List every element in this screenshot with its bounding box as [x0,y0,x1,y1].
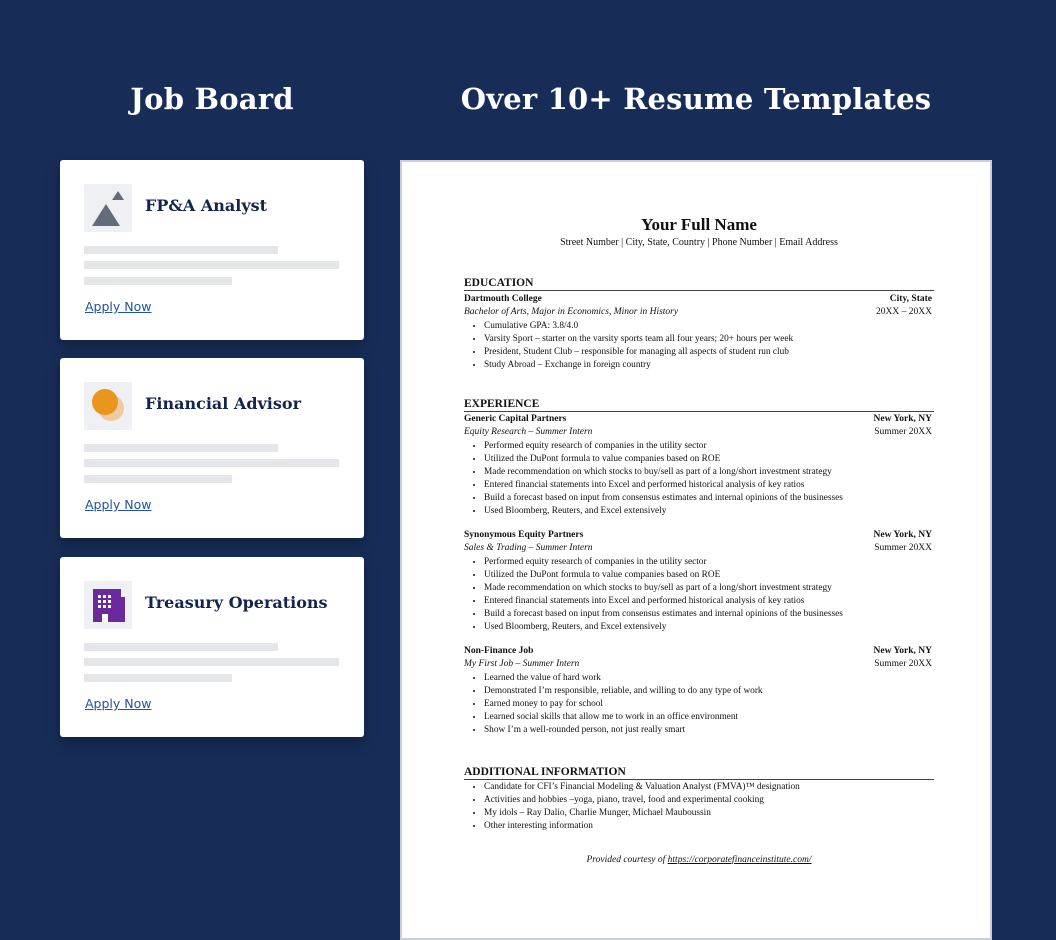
section-experience-title: EXPERIENCE [464,397,934,412]
job-title: Treasury Operations [145,593,328,612]
resume-address: Street Number | City, State, Country | Phone Number | Email Address [560,237,838,248]
list-item: • Show I’m a well-rounded person, not just really smart [484,724,944,737]
list-item: • My idols – Ray Dalio, Charlie Munger, Michael Mauboussin [484,807,944,820]
list-item: • Entered financial statements into Excel and performed historical analysis of key ratios [484,479,944,492]
education-dates: 20XX – 20XX [876,307,932,317]
footer-link[interactable]: https://corporatefinanceinstitute.com/ [667,855,812,865]
list-item: • Activities and hobbies –yoga, piano, travel, food and experimental cooking [484,794,944,807]
apply-now-link[interactable]: Apply Now [85,299,152,314]
list-item: • Build a forecast based on input from consensus estimates and internal opinions of the businesses [484,608,944,621]
company-name: Synonymous Equity Partners [464,530,584,540]
list-item: • Used Bloomberg, Reuters, and Excel extensively [484,505,944,518]
role-dates: Summer 20XX [874,427,932,437]
role: Equity Research – Summer Intern [464,427,593,437]
description-placeholder [84,658,339,666]
degree: Bachelor of Arts, Major in Economics, Minor in History [464,307,679,317]
company-name: Generic Capital Partners [464,414,567,424]
list-item: • Other interesting information [484,820,944,833]
job-card-fpa-analyst[interactable] [60,160,364,340]
job-board-heading: Job Board [130,82,294,116]
resume-templates-heading: Over 10+ Resume Templates [460,82,932,116]
list-item: • President, Student Club – responsible for managing all aspects of student run club [484,346,944,359]
job-card-financial-advisor[interactable] [60,358,364,538]
description-placeholder [84,246,278,254]
list-item: • Candidate for CFI’s Financial Modeling & Valuation Analyst (FMVA)™ designation [484,781,944,794]
company-name: Non-Finance Job [464,646,534,656]
list-item: • Build a forecast based on input from consensus estimates and internal opinions of the businesses [484,492,944,505]
job-title: Financial Advisor [145,394,301,413]
list-item: • Study Abroad – Exchange in foreign country [484,359,944,372]
coins-icon [84,382,132,430]
resume-footer [464,855,934,865]
list-item: • Demonstrated I’m responsible, reliable, and willing to do any type of work [484,685,944,698]
company-location: New York, NY [873,646,932,656]
role-dates: Summer 20XX [874,659,932,669]
description-placeholder [84,277,232,285]
list-item: • Cumulative GPA: 3.8/4.0 [484,320,944,333]
list-item: • Performed equity research of companies in the utility sector [484,556,944,569]
role: Sales & Trading – Summer Intern [464,543,593,553]
experience-bullets [464,556,944,633]
list-item: • Learned social skills that allow me to work in an office environment [484,711,944,724]
description-placeholder [84,261,339,269]
description-placeholder [84,674,232,682]
resume-name: Your Full Name [641,215,757,234]
school-location: City, State [889,294,932,304]
additional-bullets [464,781,944,833]
experience-bullets [464,672,944,737]
job-card-treasury-operations[interactable] [60,557,364,737]
company-location: New York, NY [873,414,932,424]
experience-bullets [464,440,944,517]
list-item: • Learned the value of hard work [484,672,944,685]
footer-text: Provided courtesy of [586,855,666,865]
role-dates: Summer 20XX [874,543,932,553]
shapes-icon [84,184,132,232]
list-item: • Used Bloomberg, Reuters, and Excel extensively [484,621,944,634]
list-item: • Utilized the DuPont formula to value companies based on ROE [484,453,944,466]
list-item: • Utilized the DuPont formula to value companies based on ROE [484,569,944,582]
resume-template-preview[interactable] [400,160,992,940]
role: My First Job – Summer Intern [464,659,580,669]
building-icon [84,581,132,629]
apply-now-link[interactable]: Apply Now [85,696,152,711]
list-item: • Varsity Sport – starter on the varsity sports team all four years; 20+ hours per week [484,333,944,346]
company-location: New York, NY [873,530,932,540]
description-placeholder [84,643,278,651]
apply-now-link[interactable]: Apply Now [85,497,152,512]
list-item: • Made recommendation on which stocks to buy/sell as part of a long/short investment strategy [484,582,944,595]
school-name: Dartmouth College [464,294,542,304]
description-placeholder [84,444,278,452]
description-placeholder [84,475,232,483]
list-item: • Earned money to pay for school [484,698,944,711]
section-education-title: EDUCATION [464,276,934,291]
section-additional-title: ADDITIONAL INFORMATION [464,765,934,780]
list-item: • Made recommendation on which stocks to buy/sell as part of a long/short investment strategy [484,466,944,479]
description-placeholder [84,459,339,467]
list-item: • Entered financial statements into Excel and performed historical analysis of key ratios [484,595,944,608]
list-item: • Performed equity research of companies in the utility sector [484,440,944,453]
job-title: FP&A Analyst [145,196,268,215]
education-bullets [464,320,944,372]
